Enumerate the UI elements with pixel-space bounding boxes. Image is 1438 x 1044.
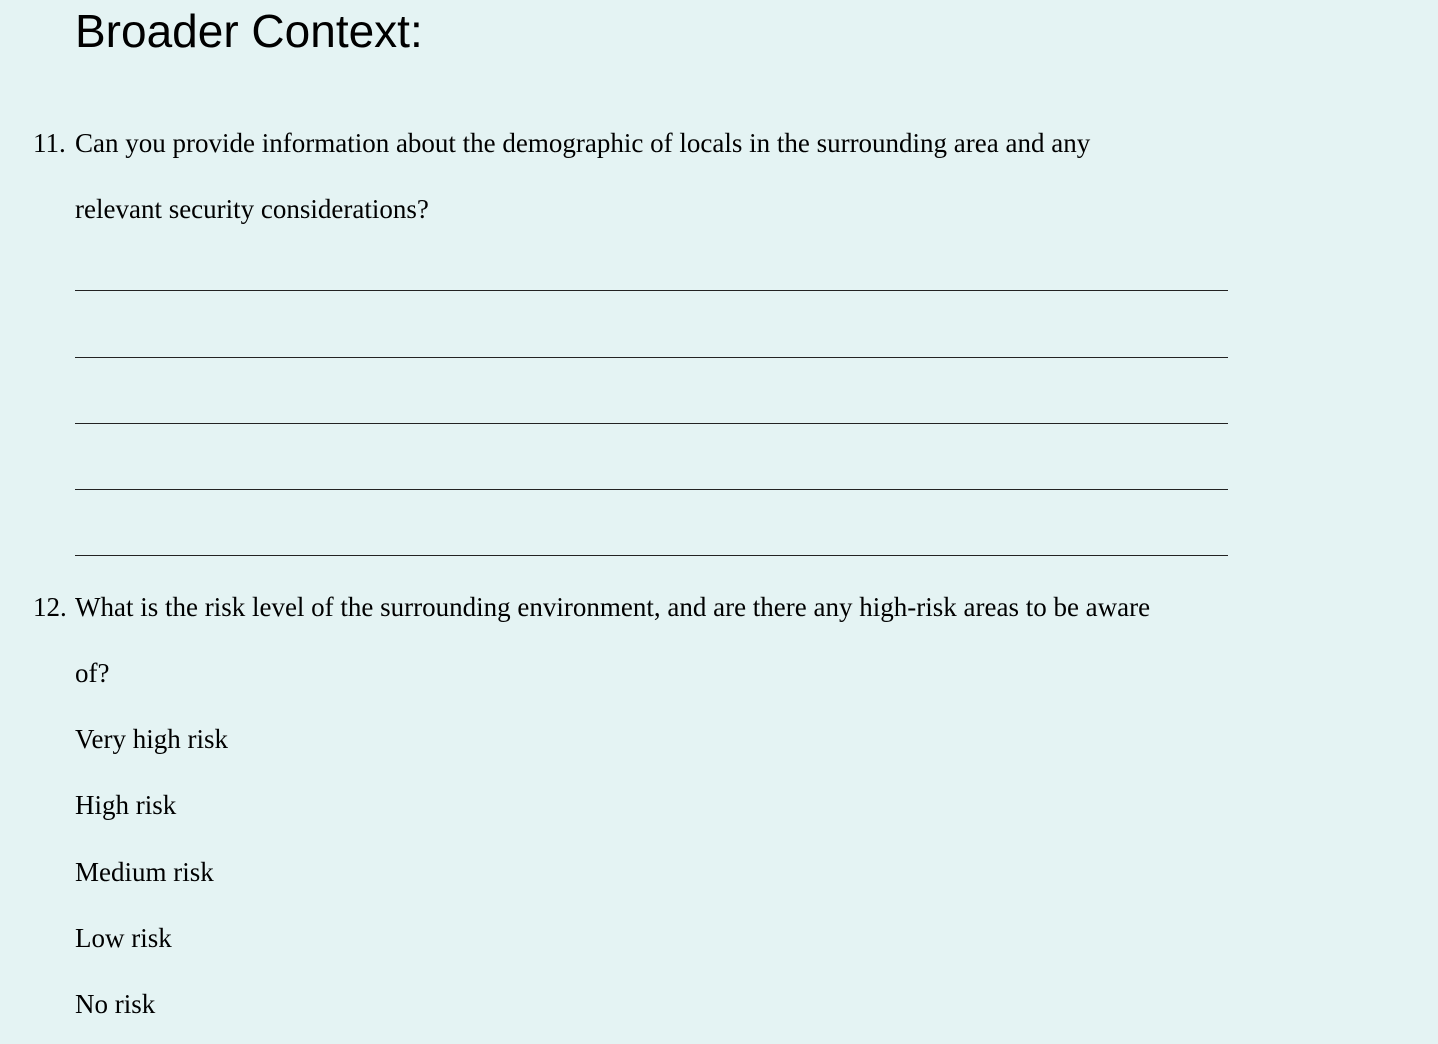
option-no-risk[interactable]: No risk: [75, 989, 156, 1019]
question-12-number: 12.: [33, 592, 67, 622]
option-very-high-risk[interactable]: Very high risk: [75, 724, 228, 754]
question-12-text-line-2: of?: [75, 658, 110, 688]
question-11-number: 11.: [33, 128, 66, 158]
option-high-risk[interactable]: High risk: [75, 790, 177, 820]
section-heading: Broader Context:: [75, 5, 423, 57]
option-low-risk[interactable]: Low risk: [75, 923, 172, 953]
question-11-text-line-1: Can you provide information about the demographic of locals in the surrounding area and any: [75, 128, 1091, 158]
answer-line-1[interactable]: [75, 290, 1228, 291]
answer-line-3[interactable]: [75, 423, 1228, 424]
answer-line-5[interactable]: [75, 555, 1228, 556]
option-medium-risk[interactable]: Medium risk: [75, 857, 214, 887]
question-11-text-line-2: relevant security considerations?: [75, 194, 429, 224]
question-12-text-line-1: What is the risk level of the surrounding environment, and are there any high-risk areas to be aware: [75, 592, 1151, 622]
answer-line-2[interactable]: [75, 357, 1228, 358]
answer-line-4[interactable]: [75, 489, 1228, 490]
